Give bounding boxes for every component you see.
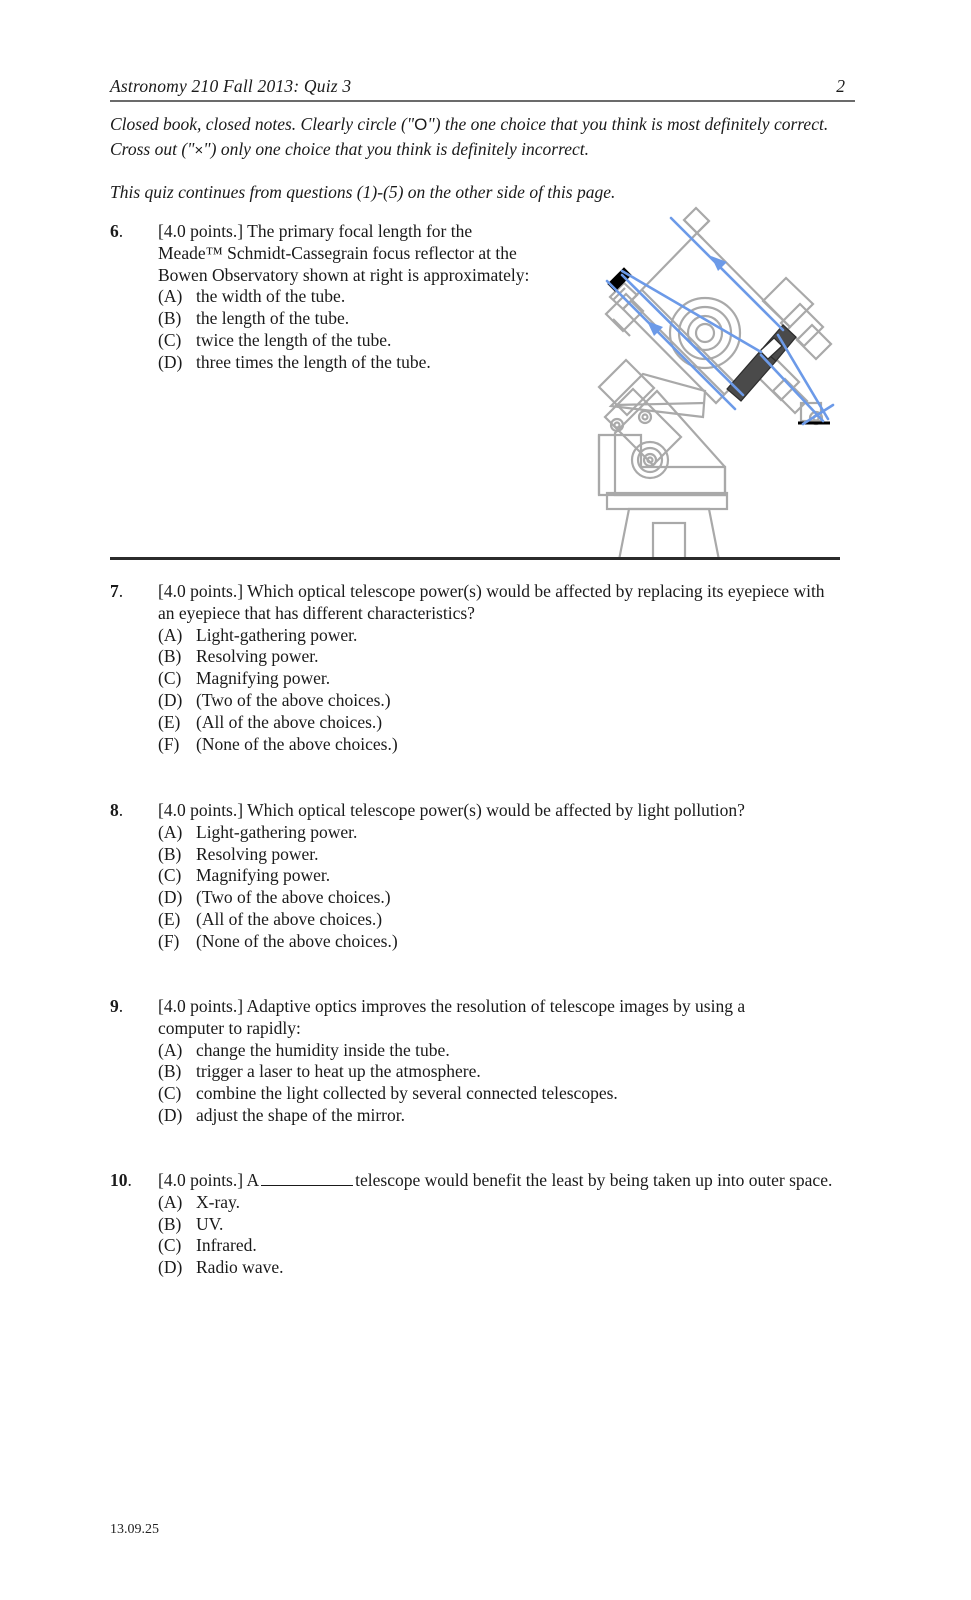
cross-glyph: × (194, 142, 204, 159)
choice-key: (C) (158, 1235, 182, 1256)
choice-item[interactable] (158, 1083, 810, 1105)
choice-text: the length of the tube. (196, 308, 350, 329)
choice-item[interactable] (158, 865, 845, 887)
choice-text: X-ray. (196, 1191, 241, 1212)
choice-key: (C) (158, 668, 182, 689)
question-9-stem: [4.0 points.] Adaptive optics improves the resolution of telescope images by using a computer to rapidly: (158, 996, 746, 1038)
question-10-choices (158, 1192, 840, 1279)
choice-key: (B) (158, 646, 182, 667)
question-9 (110, 996, 810, 1127)
choice-item[interactable] (158, 844, 845, 866)
question-6-choices (158, 286, 540, 373)
choice-item[interactable] (158, 308, 540, 330)
choice-item[interactable] (158, 931, 845, 953)
choice-item[interactable] (158, 1061, 810, 1083)
choice-text: (None of the above choices.) (196, 930, 398, 951)
choice-item[interactable] (158, 1040, 810, 1062)
question-7-choices (158, 625, 845, 756)
question-10-stem-before: [4.0 points.] A (158, 1170, 260, 1190)
choice-text: Radio wave. (196, 1257, 284, 1278)
choice-item[interactable] (158, 822, 845, 844)
instructions-text-part2: ") the one choice that you think is most definitely correct. Cross out (" (110, 114, 829, 159)
choice-item[interactable] (158, 1235, 840, 1257)
choice-item[interactable] (158, 1257, 840, 1279)
choice-key: (D) (158, 1104, 183, 1125)
choice-key: (B) (158, 1061, 182, 1082)
instructions-text-part3: ") only one choice that you think is definitely incorrect. (203, 139, 590, 159)
choice-item[interactable] (158, 712, 845, 734)
question-6-number: 6. (110, 221, 124, 241)
choice-key: (B) (158, 1213, 182, 1234)
header-rule (110, 100, 855, 102)
choice-text: combine the light collected by several connected telescopes. (196, 1083, 618, 1104)
choice-text: Light-gathering power. (196, 821, 358, 842)
choice-text: (All of the above choices.) (196, 711, 383, 732)
choice-item[interactable] (158, 734, 845, 756)
question-9-choices (158, 1040, 810, 1127)
choice-item[interactable] (158, 286, 540, 308)
instructions-paragraph (110, 112, 840, 163)
choice-key: (C) (158, 865, 182, 886)
question-7-number: 7. (110, 581, 124, 601)
question-10-number: 10. (110, 1170, 132, 1190)
choice-key: (D) (158, 887, 183, 908)
choice-text: (Two of the above choices.) (196, 689, 391, 710)
choice-text: Magnifying power. (196, 865, 331, 886)
choice-key: (A) (158, 624, 183, 645)
question-8 (110, 800, 845, 953)
choice-text: trigger a laser to heat up the atmosphere. (196, 1061, 481, 1082)
choice-item[interactable] (158, 887, 845, 909)
circle-glyph: O (414, 115, 428, 134)
section-divider (110, 557, 840, 560)
choice-text: Resolving power. (196, 646, 319, 667)
choice-item[interactable] (158, 1214, 840, 1236)
instructions-text-part1: Closed book, closed notes. Clearly circle (" (110, 114, 415, 134)
choice-item[interactable] (158, 1192, 840, 1214)
choice-text: (None of the above choices.) (196, 733, 398, 754)
choice-text: twice the length of the tube. (196, 329, 392, 350)
choice-item[interactable] (158, 1105, 810, 1127)
header-title: Astronomy 210 Fall 2013: Quiz 3 (110, 76, 352, 96)
choice-key: (A) (158, 286, 183, 307)
choice-text: Light-gathering power. (196, 624, 358, 645)
question-6 (110, 221, 540, 374)
continues-note: This quiz continues from questions (1)-(5) on the other side of this page. (110, 182, 616, 202)
choice-text: Infrared. (196, 1235, 257, 1256)
choice-item[interactable] (158, 625, 845, 647)
choice-key: (C) (158, 329, 182, 350)
choice-text: adjust the shape of the mirror. (196, 1104, 405, 1125)
question-9-number: 9. (110, 996, 124, 1016)
choice-item[interactable] (158, 330, 540, 352)
choice-key: (B) (158, 843, 182, 864)
choice-key: (E) (158, 711, 181, 732)
choice-text: change the humidity inside the tube. (196, 1039, 450, 1060)
choice-key: (D) (158, 689, 183, 710)
choice-text: the width of the tube. (196, 286, 346, 307)
question-8-choices (158, 822, 845, 953)
choice-text: UV. (196, 1213, 224, 1234)
choice-text: three times the length of the tube. (196, 351, 431, 372)
fill-in-blank[interactable] (261, 1172, 353, 1186)
choice-text: (Two of the above choices.) (196, 887, 391, 908)
choice-item[interactable] (158, 690, 845, 712)
choice-text: (All of the above choices.) (196, 908, 383, 929)
choice-key: (F) (158, 930, 180, 951)
choice-key: (B) (158, 308, 182, 329)
choice-text: Resolving power. (196, 843, 319, 864)
choice-item[interactable] (158, 909, 845, 931)
footer-date: 13.09.25 (110, 1522, 159, 1537)
choice-key: (E) (158, 908, 181, 929)
choice-key: (D) (158, 351, 183, 372)
choice-item[interactable] (158, 352, 540, 374)
question-8-number: 8. (110, 800, 124, 820)
question-6-stem: [4.0 points.] The primary focal length for the Meade™ Schmidt-Cassegrain focus reflector at the Bowen Observatory shown at right is approximately: (158, 221, 530, 285)
choice-key: (D) (158, 1257, 183, 1278)
choice-key: (A) (158, 821, 183, 842)
choice-item[interactable] (158, 646, 845, 668)
choice-key: (C) (158, 1083, 182, 1104)
choice-key: (F) (158, 733, 180, 754)
choice-key: (A) (158, 1191, 183, 1212)
page-header (110, 76, 855, 102)
question-7-stem: [4.0 points.] Which optical telescope power(s) would be affected by replacing its eyepiece with an eyepiece that has different characteristics? (158, 581, 825, 623)
question-10 (110, 1170, 840, 1279)
question-7 (110, 581, 845, 755)
telescope-diagram (585, 205, 845, 560)
question-10-stem (158, 1170, 840, 1192)
choice-text: Magnifying power. (196, 668, 331, 689)
page-number: 2 (836, 76, 845, 96)
question-8-stem: [4.0 points.] Which optical telescope power(s) would be affected by light pollution? (158, 800, 745, 820)
question-10-stem-after: telescope would benefit the least by being taken up into outer space. (355, 1170, 833, 1190)
choice-key: (A) (158, 1039, 183, 1060)
choice-item[interactable] (158, 668, 845, 690)
